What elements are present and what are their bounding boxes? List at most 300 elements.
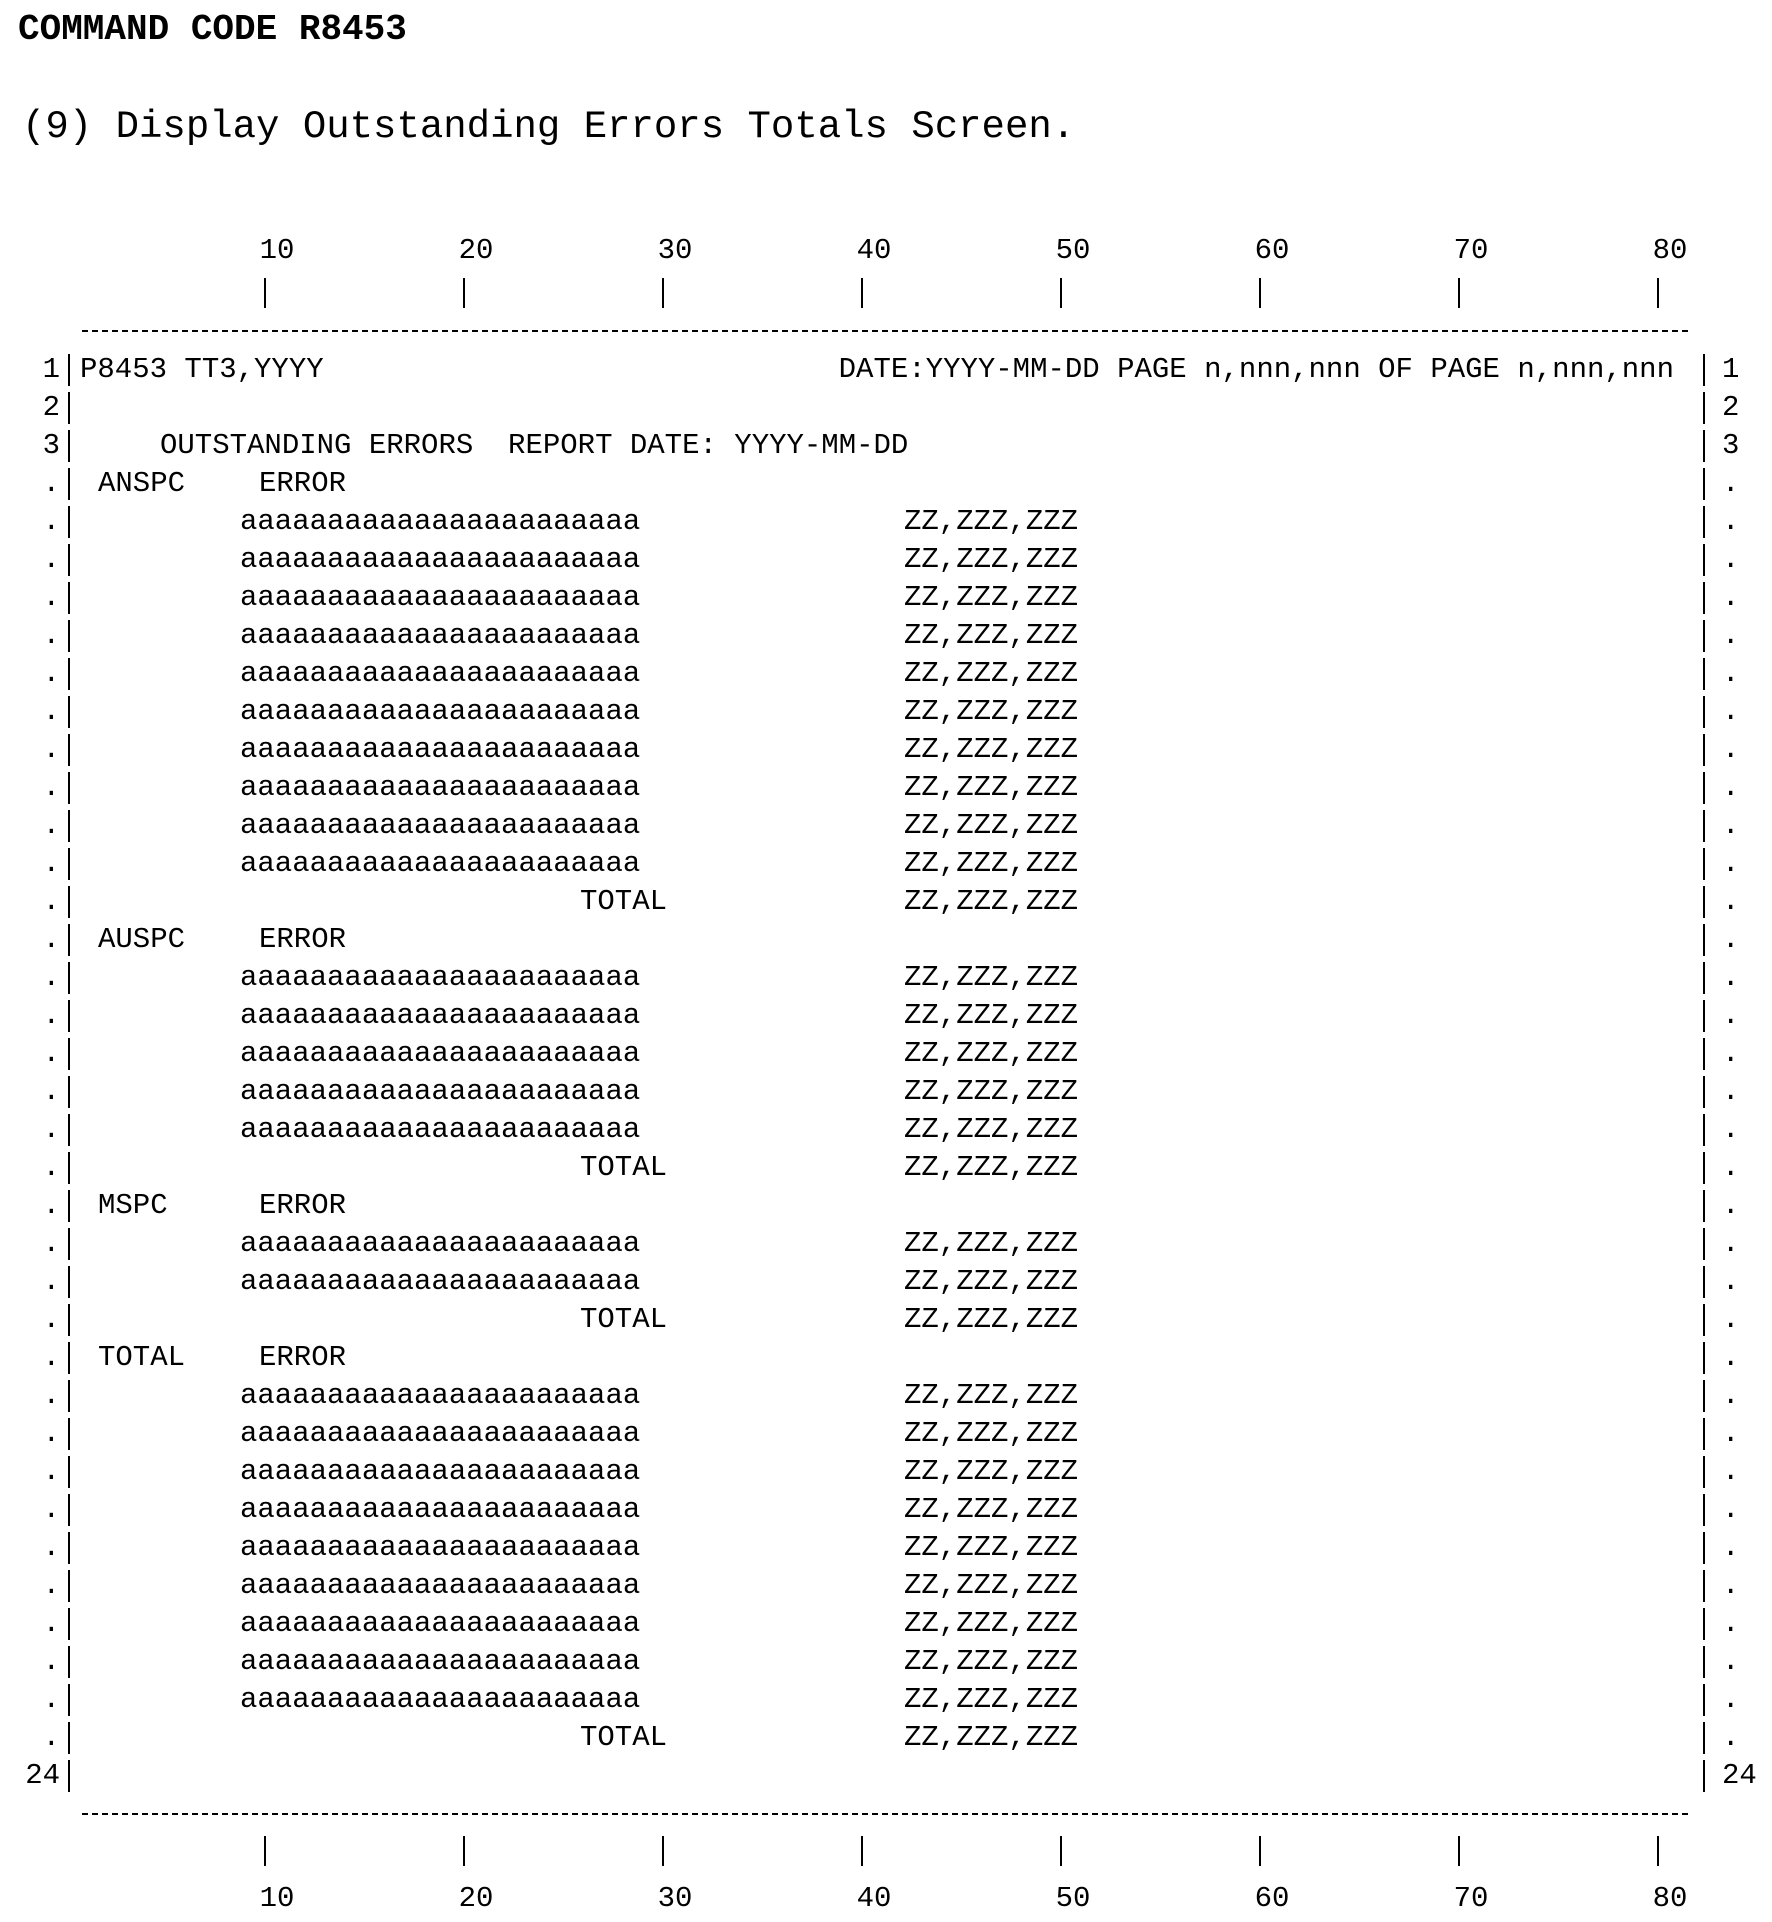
row-marker-right: .	[1722, 847, 1740, 880]
error-count: ZZ,ZZZ,ZZZ	[904, 1417, 1079, 1450]
error-count: ZZ,ZZZ,ZZZ	[904, 1569, 1079, 1602]
group-name: AUSPC	[98, 923, 186, 956]
screen-row	[0, 883, 1772, 921]
screen-row	[0, 1263, 1772, 1301]
error-count: ZZ,ZZZ,ZZZ	[904, 847, 1079, 880]
screen-row	[0, 1643, 1772, 1681]
screen-right-border	[1703, 1456, 1705, 1488]
screen-left-border	[68, 1342, 70, 1374]
total-label: TOTAL	[580, 1721, 668, 1754]
error-count: ZZ,ZZZ,ZZZ	[904, 809, 1079, 842]
error-count: ZZ,ZZZ,ZZZ	[904, 1493, 1079, 1526]
screen-row	[0, 1605, 1772, 1643]
screen-right-border	[1703, 1760, 1705, 1792]
screen-left-border	[68, 1494, 70, 1526]
screen-left-border	[68, 1000, 70, 1032]
screen-left-border	[68, 1266, 70, 1298]
error-count: ZZ,ZZZ,ZZZ	[904, 1379, 1079, 1412]
ruler-tick	[662, 278, 664, 308]
screen-right-border	[1703, 658, 1705, 690]
error-column-label: ERROR	[259, 467, 347, 500]
screen-row	[0, 1339, 1772, 1377]
screen-left-border	[68, 544, 70, 576]
row-marker-right: .	[1722, 809, 1740, 842]
error-count: ZZ,ZZZ,ZZZ	[904, 657, 1079, 690]
row-marker-right: .	[1722, 1189, 1740, 1222]
row-marker-right: 24	[1722, 1759, 1757, 1792]
error-column-label: ERROR	[259, 1189, 347, 1222]
screen-row	[0, 1415, 1772, 1453]
screen-left-border	[68, 1228, 70, 1260]
screen-right-border	[1703, 1418, 1705, 1450]
screen-left-border	[68, 810, 70, 842]
group-total: ZZ,ZZZ,ZZZ	[904, 885, 1079, 918]
ruler-column-label: 40	[856, 1882, 892, 1915]
screen-left-border	[68, 506, 70, 538]
ruler-tick	[1259, 278, 1261, 308]
screen-left-border	[68, 886, 70, 918]
screen-left-border	[68, 1380, 70, 1412]
screen-right-border	[1703, 962, 1705, 994]
ruler-tick	[861, 278, 863, 308]
row-marker-left: .	[42, 1531, 60, 1564]
row-marker-right: .	[1722, 1455, 1740, 1488]
error-description: aaaaaaaaaaaaaaaaaaaaaaa	[240, 809, 641, 842]
error-description: aaaaaaaaaaaaaaaaaaaaaaa	[240, 1493, 641, 1526]
row-marker-right: .	[1722, 961, 1740, 994]
group-name: ANSPC	[98, 467, 186, 500]
row-marker-left: .	[42, 1265, 60, 1298]
screen-left-border	[68, 1456, 70, 1488]
error-description: aaaaaaaaaaaaaaaaaaaaaaa	[240, 999, 641, 1032]
error-count: ZZ,ZZZ,ZZZ	[904, 1037, 1079, 1070]
screen-row	[0, 1187, 1772, 1225]
ruler-column-label: 30	[657, 234, 693, 267]
error-description: aaaaaaaaaaaaaaaaaaaaaaa	[240, 505, 641, 538]
screen-right-border	[1703, 1266, 1705, 1298]
row-marker-left: .	[42, 1493, 60, 1526]
error-description: aaaaaaaaaaaaaaaaaaaaaaa	[240, 771, 641, 804]
row-marker-left: .	[42, 885, 60, 918]
row-marker-right: .	[1722, 1341, 1740, 1374]
row-marker-right: .	[1722, 1075, 1740, 1108]
row-marker-right: .	[1722, 695, 1740, 728]
screen-right-border	[1703, 810, 1705, 842]
total-label: TOTAL	[580, 1303, 668, 1336]
screen-left-border	[68, 734, 70, 766]
row-marker-right: .	[1722, 923, 1740, 956]
screen-id: P8453 TT3,YYYY	[80, 353, 324, 386]
screen-row	[0, 693, 1772, 731]
screen-left-border	[68, 1722, 70, 1754]
screen-left-border	[68, 1418, 70, 1450]
screen-left-border	[68, 772, 70, 804]
row-marker-left: 24	[25, 1759, 60, 1792]
error-count: ZZ,ZZZ,ZZZ	[904, 1607, 1079, 1640]
row-marker-left: .	[42, 581, 60, 614]
screen-left-border	[68, 658, 70, 690]
row-marker-right: .	[1722, 1417, 1740, 1450]
error-count: ZZ,ZZZ,ZZZ	[904, 1683, 1079, 1716]
row-marker-right: 3	[1722, 429, 1740, 462]
ruler-tick	[1458, 278, 1460, 308]
screen-row	[0, 1225, 1772, 1263]
screen-right-border	[1703, 582, 1705, 614]
ruler-column-label: 20	[458, 1882, 494, 1915]
ruler-tick	[463, 278, 465, 308]
screen-caption: (9) Display Outstanding Errors Totals Screen.	[22, 105, 1076, 149]
screen-right-border	[1703, 1722, 1705, 1754]
ruler-column-label: 50	[1055, 234, 1091, 267]
row-marker-left: .	[42, 1607, 60, 1640]
error-description: aaaaaaaaaaaaaaaaaaaaaaa	[240, 1531, 641, 1564]
screen-row	[0, 617, 1772, 655]
ruler-tick	[861, 1836, 863, 1866]
row-marker-right: .	[1722, 1683, 1740, 1716]
error-count: ZZ,ZZZ,ZZZ	[904, 505, 1079, 538]
total-label: TOTAL	[580, 1151, 668, 1184]
row-marker-right: .	[1722, 733, 1740, 766]
ruler-column-label: 30	[657, 1882, 693, 1915]
row-marker-left: 3	[42, 429, 60, 462]
screen-right-border	[1703, 1114, 1705, 1146]
column-ruler-top	[0, 236, 1772, 312]
ruler-column-label: 40	[856, 234, 892, 267]
row-marker-right: .	[1722, 1607, 1740, 1640]
row-marker-left: .	[42, 1151, 60, 1184]
row-marker-left: .	[42, 695, 60, 728]
screen-row	[0, 1111, 1772, 1149]
screen-right-border	[1703, 1684, 1705, 1716]
row-marker-left: .	[42, 1379, 60, 1412]
screen-right-border	[1703, 886, 1705, 918]
screen-left-border	[68, 1532, 70, 1564]
screen-left-border	[68, 1152, 70, 1184]
row-marker-left: .	[42, 847, 60, 880]
row-marker-right: .	[1722, 999, 1740, 1032]
group-total: ZZ,ZZZ,ZZZ	[904, 1721, 1079, 1754]
page-info: DATE:YYYY-MM-DD PAGE n,nnn,nnn OF PAGE n,nnn,nnn	[838, 353, 1674, 386]
ruler-tick	[662, 1836, 664, 1866]
screen-right-border	[1703, 392, 1705, 424]
error-count: ZZ,ZZZ,ZZZ	[904, 581, 1079, 614]
error-description: aaaaaaaaaaaaaaaaaaaaaaa	[240, 1379, 641, 1412]
ruler-tick	[264, 278, 266, 308]
screen-left-border	[68, 962, 70, 994]
row-marker-left: .	[42, 809, 60, 842]
row-marker-left: .	[42, 1113, 60, 1146]
row-marker-right: .	[1722, 1721, 1740, 1754]
ruler-column-label: 70	[1453, 234, 1489, 267]
screen-row	[0, 655, 1772, 693]
ruler-tick	[1657, 1836, 1659, 1866]
row-marker-left: .	[42, 999, 60, 1032]
group-total: ZZ,ZZZ,ZZZ	[904, 1151, 1079, 1184]
error-count: ZZ,ZZZ,ZZZ	[904, 695, 1079, 728]
row-marker-left: .	[42, 1075, 60, 1108]
error-count: ZZ,ZZZ,ZZZ	[904, 999, 1079, 1032]
row-marker-right: .	[1722, 771, 1740, 804]
error-count: ZZ,ZZZ,ZZZ	[904, 1075, 1079, 1108]
screen-right-border	[1703, 1038, 1705, 1070]
row-marker-right: .	[1722, 543, 1740, 576]
page-heading: COMMAND CODE R8453	[18, 9, 407, 50]
screen-row	[0, 1567, 1772, 1605]
screen-left-border	[68, 1038, 70, 1070]
screen-row	[0, 1073, 1772, 1111]
error-description: aaaaaaaaaaaaaaaaaaaaaaa	[240, 1455, 641, 1488]
ruler-column-label: 70	[1453, 1882, 1489, 1915]
row-marker-left: .	[42, 733, 60, 766]
row-marker-right: .	[1722, 619, 1740, 652]
error-column-label: ERROR	[259, 1341, 347, 1374]
screen-right-border	[1703, 1494, 1705, 1526]
error-description: aaaaaaaaaaaaaaaaaaaaaaa	[240, 1075, 641, 1108]
screen-left-border	[68, 924, 70, 956]
error-description: aaaaaaaaaaaaaaaaaaaaaaa	[240, 695, 641, 728]
row-marker-left: .	[42, 1227, 60, 1260]
ruler-column-label: 10	[259, 1882, 295, 1915]
group-name: TOTAL	[98, 1341, 186, 1374]
row-marker-left: .	[42, 505, 60, 538]
error-count: ZZ,ZZZ,ZZZ	[904, 1645, 1079, 1678]
error-description: aaaaaaaaaaaaaaaaaaaaaaa	[240, 1607, 641, 1640]
ruler-tick	[264, 1836, 266, 1866]
screen-row	[0, 845, 1772, 883]
row-marker-right: .	[1722, 1531, 1740, 1564]
screen-row	[0, 1681, 1772, 1719]
screen-row	[0, 807, 1772, 845]
row-marker-right: .	[1722, 505, 1740, 538]
screen-right-border	[1703, 468, 1705, 500]
group-name: MSPC	[98, 1189, 168, 1222]
screen-right-border	[1703, 924, 1705, 956]
screen-right-border	[1703, 1532, 1705, 1564]
screen-left-border	[68, 1570, 70, 1602]
row-marker-left: .	[42, 1037, 60, 1070]
error-count: ZZ,ZZZ,ZZZ	[904, 1455, 1079, 1488]
screen-right-border	[1703, 1342, 1705, 1374]
screen-right-border	[1703, 354, 1705, 386]
row-marker-left: .	[42, 657, 60, 690]
screen-left-border	[68, 1114, 70, 1146]
error-description: aaaaaaaaaaaaaaaaaaaaaaa	[240, 1645, 641, 1678]
row-marker-right: .	[1722, 1379, 1740, 1412]
screen-right-border	[1703, 1570, 1705, 1602]
screen-bottom-border	[82, 1813, 1688, 1815]
screen-right-border	[1703, 1000, 1705, 1032]
row-marker-left: .	[42, 771, 60, 804]
row-marker-left: .	[42, 1683, 60, 1716]
error-count: ZZ,ZZZ,ZZZ	[904, 543, 1079, 576]
row-marker-left: .	[42, 1455, 60, 1488]
screen-row	[0, 465, 1772, 503]
screen-right-border	[1703, 696, 1705, 728]
screen-row	[0, 541, 1772, 579]
screen-row	[0, 1529, 1772, 1567]
error-description: aaaaaaaaaaaaaaaaaaaaaaa	[240, 1227, 641, 1260]
row-marker-right: .	[1722, 1151, 1740, 1184]
row-marker-right: .	[1722, 885, 1740, 918]
ruler-column-label: 80	[1652, 1882, 1688, 1915]
row-marker-right: .	[1722, 657, 1740, 690]
group-total: ZZ,ZZZ,ZZZ	[904, 1303, 1079, 1336]
screen-left-border	[68, 468, 70, 500]
row-marker-right: .	[1722, 1037, 1740, 1070]
row-marker-right: .	[1722, 1303, 1740, 1336]
screen-right-border	[1703, 734, 1705, 766]
screen-left-border	[68, 1684, 70, 1716]
screen-row	[0, 503, 1772, 541]
row-marker-left: .	[42, 1645, 60, 1678]
ruler-tick	[1458, 1836, 1460, 1866]
row-marker-left: .	[42, 1721, 60, 1754]
ruler-column-label: 60	[1254, 1882, 1290, 1915]
error-description: aaaaaaaaaaaaaaaaaaaaaaa	[240, 619, 641, 652]
screen-left-border	[68, 1608, 70, 1640]
ruler-tick	[463, 1836, 465, 1866]
error-count: ZZ,ZZZ,ZZZ	[904, 733, 1079, 766]
total-label: TOTAL	[580, 885, 668, 918]
screen-left-border	[68, 430, 70, 462]
screen-row	[0, 1301, 1772, 1339]
screen-left-border	[68, 696, 70, 728]
ruler-column-label: 80	[1652, 234, 1688, 267]
screen-row	[0, 1035, 1772, 1073]
screen-row	[0, 959, 1772, 997]
screen-right-border	[1703, 1228, 1705, 1260]
screen-row	[0, 769, 1772, 807]
error-description: aaaaaaaaaaaaaaaaaaaaaaa	[240, 733, 641, 766]
error-description: aaaaaaaaaaaaaaaaaaaaaaa	[240, 581, 641, 614]
screen-left-border	[68, 1760, 70, 1792]
screen-right-border	[1703, 544, 1705, 576]
row-marker-left: .	[42, 1569, 60, 1602]
row-marker-left: 2	[42, 391, 60, 424]
row-marker-left: .	[42, 467, 60, 500]
screen-row	[0, 351, 1772, 389]
row-marker-left: .	[42, 1417, 60, 1450]
screen-layout	[0, 351, 1772, 1795]
screen-left-border	[68, 392, 70, 424]
error-column-label: ERROR	[259, 923, 347, 956]
screen-left-border	[68, 848, 70, 880]
screen-right-border	[1703, 430, 1705, 462]
screen-row	[0, 389, 1772, 427]
ruler-tick	[1060, 278, 1062, 308]
screen-row	[0, 1453, 1772, 1491]
error-description: aaaaaaaaaaaaaaaaaaaaaaa	[240, 1113, 641, 1146]
row-marker-left: .	[42, 619, 60, 652]
screen-left-border	[68, 620, 70, 652]
column-ruler-bottom	[0, 1836, 1772, 1916]
error-description: aaaaaaaaaaaaaaaaaaaaaaa	[240, 1683, 641, 1716]
screen-row	[0, 427, 1772, 465]
screen-left-border	[68, 1076, 70, 1108]
screen-row	[0, 731, 1772, 769]
error-count: ZZ,ZZZ,ZZZ	[904, 1113, 1079, 1146]
screen-right-border	[1703, 1646, 1705, 1678]
row-marker-right: 2	[1722, 391, 1740, 424]
ruler-column-label: 50	[1055, 1882, 1091, 1915]
error-description: aaaaaaaaaaaaaaaaaaaaaaa	[240, 961, 641, 994]
screen-row	[0, 997, 1772, 1035]
error-description: aaaaaaaaaaaaaaaaaaaaaaa	[240, 847, 641, 880]
screen-left-border	[68, 582, 70, 614]
screen-row	[0, 1491, 1772, 1529]
screen-right-border	[1703, 1190, 1705, 1222]
row-marker-right: .	[1722, 1265, 1740, 1298]
screen-row	[0, 1149, 1772, 1187]
screen-right-border	[1703, 1380, 1705, 1412]
row-marker-left: .	[42, 923, 60, 956]
screen-row	[0, 1719, 1772, 1757]
screen-right-border	[1703, 1304, 1705, 1336]
screen-left-border	[68, 1304, 70, 1336]
report-title: OUTSTANDING ERRORS REPORT DATE: YYYY-MM-DD	[160, 429, 909, 462]
screen-right-border	[1703, 620, 1705, 652]
row-marker-right: .	[1722, 1645, 1740, 1678]
row-marker-left: .	[42, 1341, 60, 1374]
ruler-column-label: 20	[458, 234, 494, 267]
row-marker-left: .	[42, 1189, 60, 1222]
screen-row	[0, 921, 1772, 959]
screen-right-border	[1703, 506, 1705, 538]
screen-row	[0, 1377, 1772, 1415]
error-count: ZZ,ZZZ,ZZZ	[904, 1227, 1079, 1260]
row-marker-right: .	[1722, 581, 1740, 614]
error-count: ZZ,ZZZ,ZZZ	[904, 961, 1079, 994]
error-description: aaaaaaaaaaaaaaaaaaaaaaa	[240, 1037, 641, 1070]
error-description: aaaaaaaaaaaaaaaaaaaaaaa	[240, 1265, 641, 1298]
ruler-tick	[1657, 278, 1659, 308]
row-marker-left: .	[42, 1303, 60, 1336]
row-marker-right: .	[1722, 1569, 1740, 1602]
row-marker-right: .	[1722, 1227, 1740, 1260]
error-count: ZZ,ZZZ,ZZZ	[904, 619, 1079, 652]
error-count: ZZ,ZZZ,ZZZ	[904, 771, 1079, 804]
row-marker-right: .	[1722, 1493, 1740, 1526]
ruler-tick	[1259, 1836, 1261, 1866]
row-marker-left: .	[42, 543, 60, 576]
screen-right-border	[1703, 1608, 1705, 1640]
row-marker-left: .	[42, 961, 60, 994]
row-marker-right: .	[1722, 1113, 1740, 1146]
screen-left-border	[68, 1190, 70, 1222]
ruler-column-label: 10	[259, 234, 295, 267]
row-marker-left: 1	[42, 353, 60, 386]
error-count: ZZ,ZZZ,ZZZ	[904, 1265, 1079, 1298]
screen-left-border	[68, 354, 70, 386]
screen-right-border	[1703, 1076, 1705, 1108]
error-description: aaaaaaaaaaaaaaaaaaaaaaa	[240, 657, 641, 690]
error-count: ZZ,ZZZ,ZZZ	[904, 1531, 1079, 1564]
screen-row	[0, 1757, 1772, 1795]
error-description: aaaaaaaaaaaaaaaaaaaaaaa	[240, 1569, 641, 1602]
row-marker-right: .	[1722, 467, 1740, 500]
ruler-column-label: 60	[1254, 234, 1290, 267]
screen-right-border	[1703, 772, 1705, 804]
screen-right-border	[1703, 848, 1705, 880]
screen-left-border	[68, 1646, 70, 1678]
error-description: aaaaaaaaaaaaaaaaaaaaaaa	[240, 1417, 641, 1450]
error-description: aaaaaaaaaaaaaaaaaaaaaaa	[240, 543, 641, 576]
screen-row	[0, 579, 1772, 617]
ruler-tick	[1060, 1836, 1062, 1866]
row-marker-right: 1	[1722, 353, 1740, 386]
screen-right-border	[1703, 1152, 1705, 1184]
screen-top-border	[82, 330, 1688, 332]
